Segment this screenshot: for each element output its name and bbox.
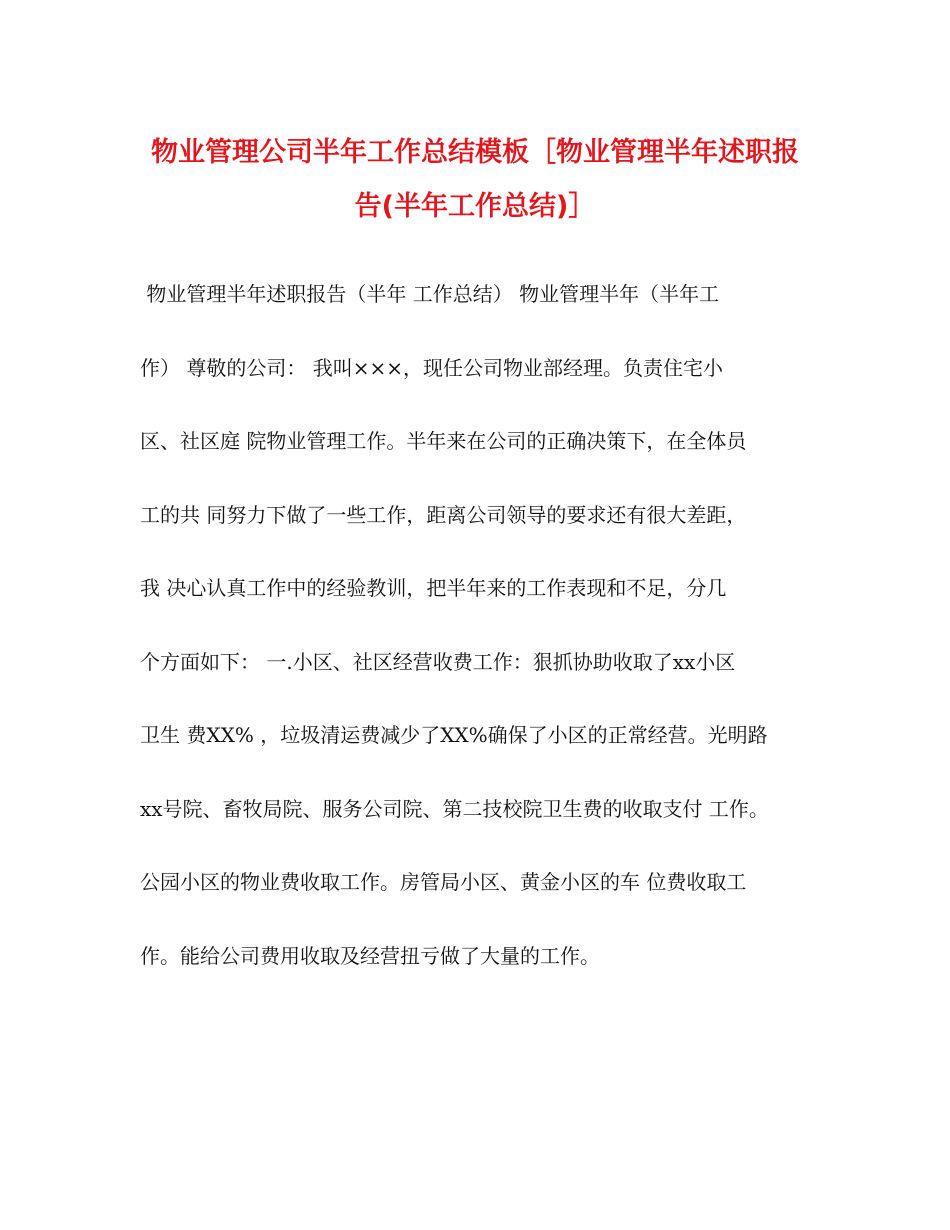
body-line: 公园小区的物业费收取工作。房管局小区、黄金小区的车 位费收取工	[140, 870, 747, 894]
body-line: 卫生 费XX% ，垃圾清运费减少了XX%确保了小区的正常经营。光明路	[140, 723, 768, 747]
body-line: 我 决心认真工作中的经验教训，把半年来的工作表现和不足，分几	[140, 576, 727, 600]
body-line: 工的共 同努力下做了一些工作，距离公司领导的要求还有很大差距，	[140, 502, 747, 527]
body-line: 作） 尊敬的公司： 我叫×××，现任公司物业部经理。负责住宅小	[140, 355, 723, 380]
document-body	[140, 258, 840, 993]
body-line: xx号院、畜牧局院、服务公司院、第二技校院卫生费的收取支付 工作。	[140, 796, 769, 821]
title-line-1: 物业管理公司半年工作总结模板［物业管理半年述职报	[151, 137, 799, 168]
body-line: 作。能给公司费用收取及经营扭亏做了大量的工作。	[140, 943, 600, 968]
title-line-2: 告(半年工作总结)］	[354, 191, 596, 222]
body-line: 物业管理半年述职报告（半年 工作总结） 物业管理半年（半年工	[140, 282, 720, 306]
document-title	[120, 126, 830, 234]
body-line: 个方面如下： 一.小区、社区经营收费工作：狠抓协助收取了xx小区	[140, 649, 736, 674]
body-line: 区、社区庭 院物业管理工作。半年来在公司的正确决策下，在全体员	[140, 429, 747, 453]
